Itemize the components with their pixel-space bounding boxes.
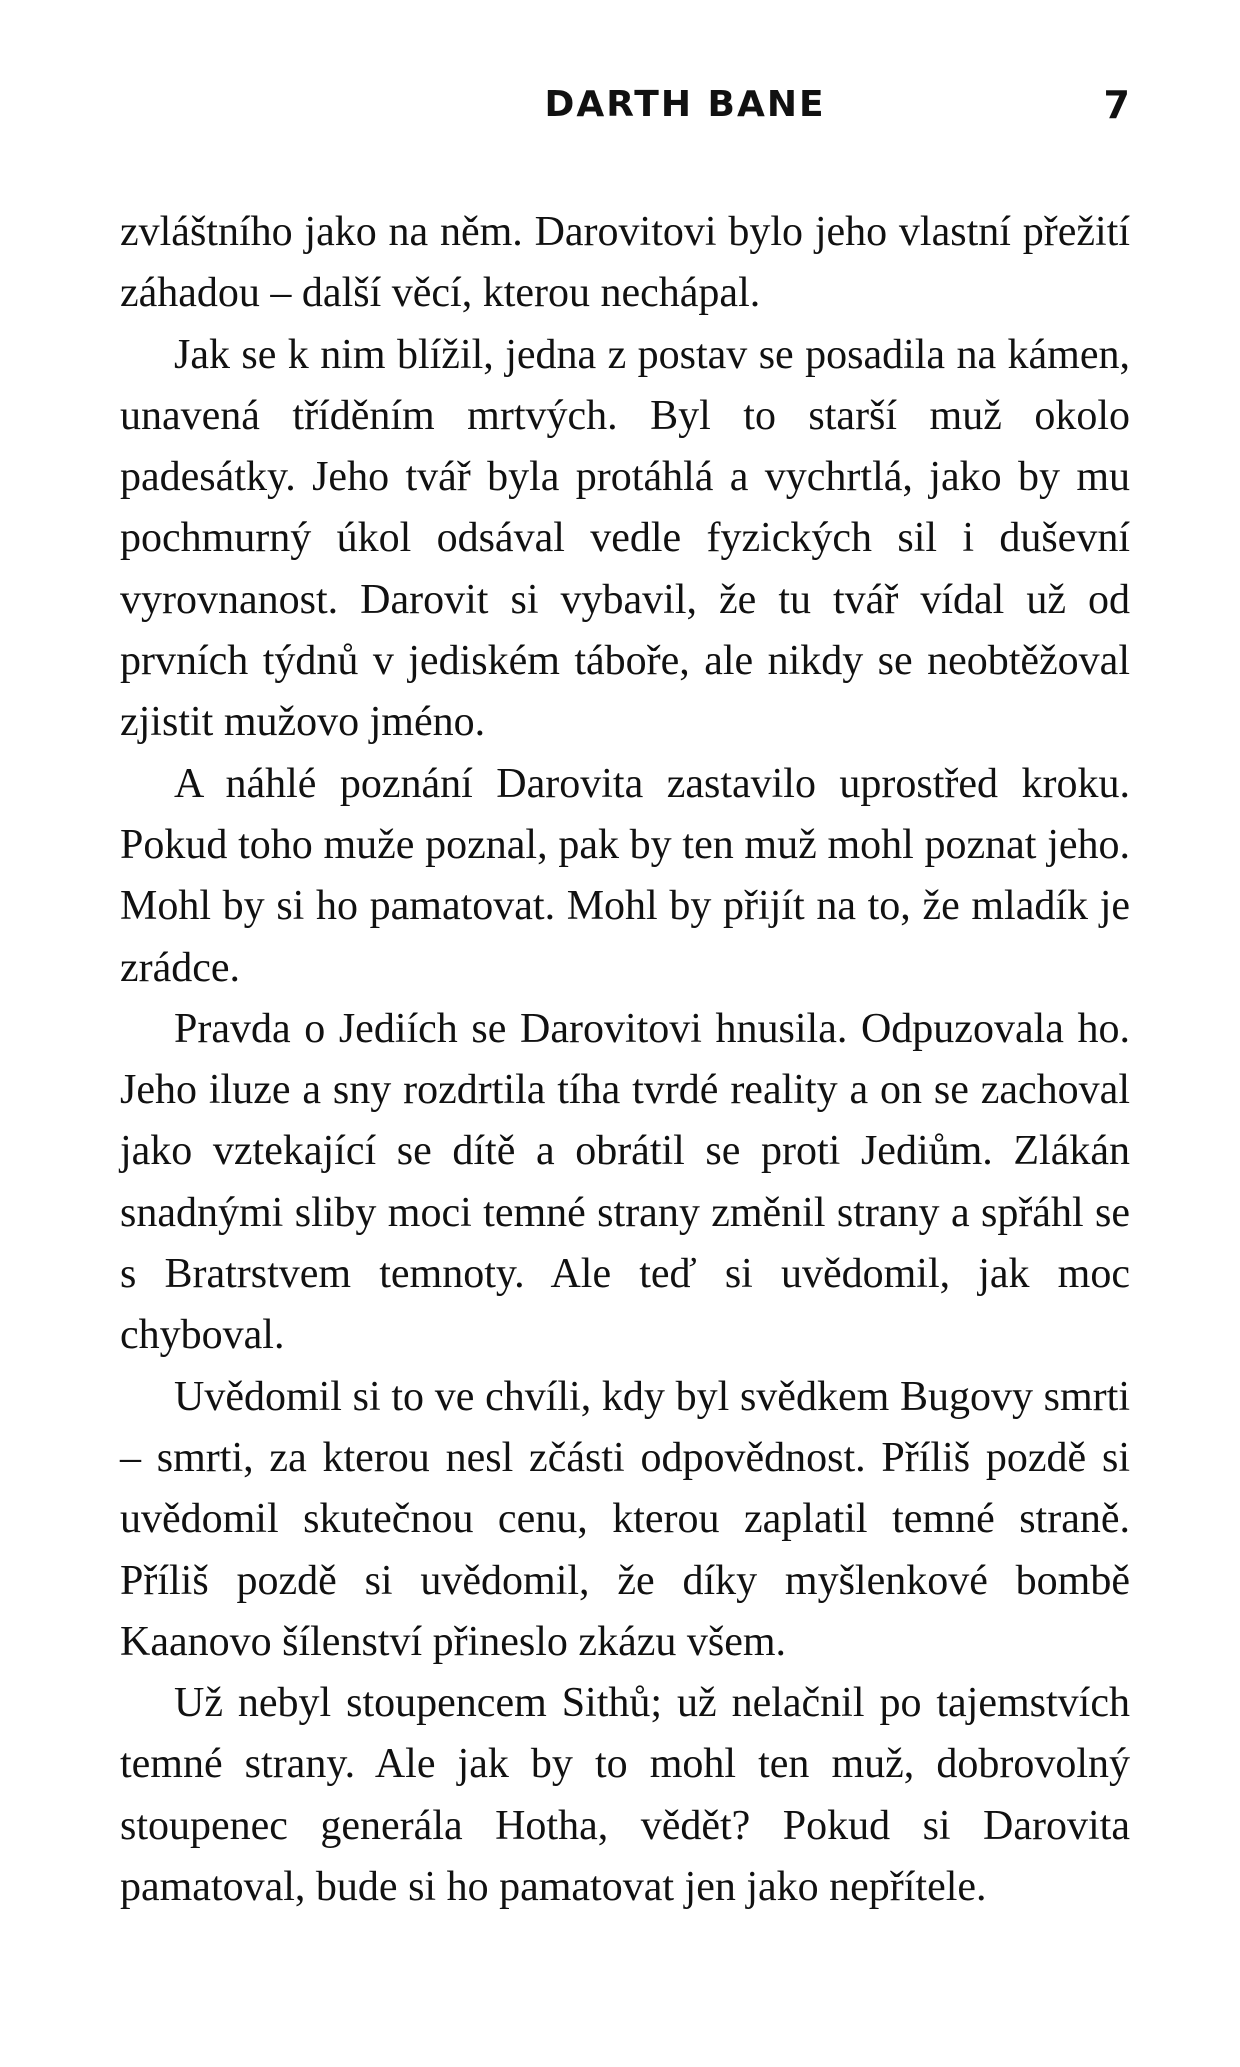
paragraph-4: Pravda o Jediích se Darovitovi hnusila. Odpuzovala ho. Jeho iluze a sny rozdrtila tíha tvrdé reality a on se zachoval jako vztekající se dítě a obrátil se proti Jediům. Zlákán snadnými sliby moci temné strany změnil strany a spřáhl se s Bratrstvem temnoty. Ale teď si uvědomil, jak moc chyboval. [120,1005,1130,1359]
running-head [120,80,1130,130]
paragraph-2: Jak se k nim blížil, jedna z postav se posadila na kámen, unavená tříděním mrtvých. Byl to starší muž okolo padesátky. Jeho tvář byla protáhlá a vychrtlá, jako by mu pochmurný úkol odsával vedle fyzických sil i duševní vyrovnanost. Darovit si vybavil, že tu tvář vídal už od prvních týdnů v jediském táboře, ale nikdy se neobtěžoval zjistit mužovo jméno. [120,331,1130,746]
paragraph-1: zvláštního jako na něm. Darovitovi bylo jeho vlastní přežití záhadou – další věcí, kterou nechápal. [120,209,1130,317]
page-number: 7 [1103,83,1130,127]
paragraph-5: Uvědomil si to ve chvíli, kdy byl svědkem Bugovy smrti – smrti, za kterou nesl zčásti odpovědnost. Příliš pozdě si uvědomil skutečnou cenu, kterou zaplatil temné straně. Příliš pozdě si uvědomil, že díky myšlenkové bombě Kaanovo šílenství přineslo zkázu všem. [120,1373,1130,1665]
body-text [120,202,1130,1918]
running-head-title: DARTH BANE [544,84,826,125]
paragraph-3: A náhlé poznání Darovita zastavilo uprostřed kroku. Pokud toho muže poznal, pak by ten muž mohl poznat jeho. Mohl by si ho pamatovat. Mohl by přijít na to, že mladík je zrádce. [120,760,1130,991]
paragraph-6: Už nebyl stoupencem Sithů; už nelačnil po tajemstvích temné strany. Ale jak by to mohl ten muž, dobrovolný stoupenec generála Hotha, vědět? Pokud si Darovita pamatoval, bude si ho pamatovat jen jako nepřítele. [120,1680,1130,1911]
